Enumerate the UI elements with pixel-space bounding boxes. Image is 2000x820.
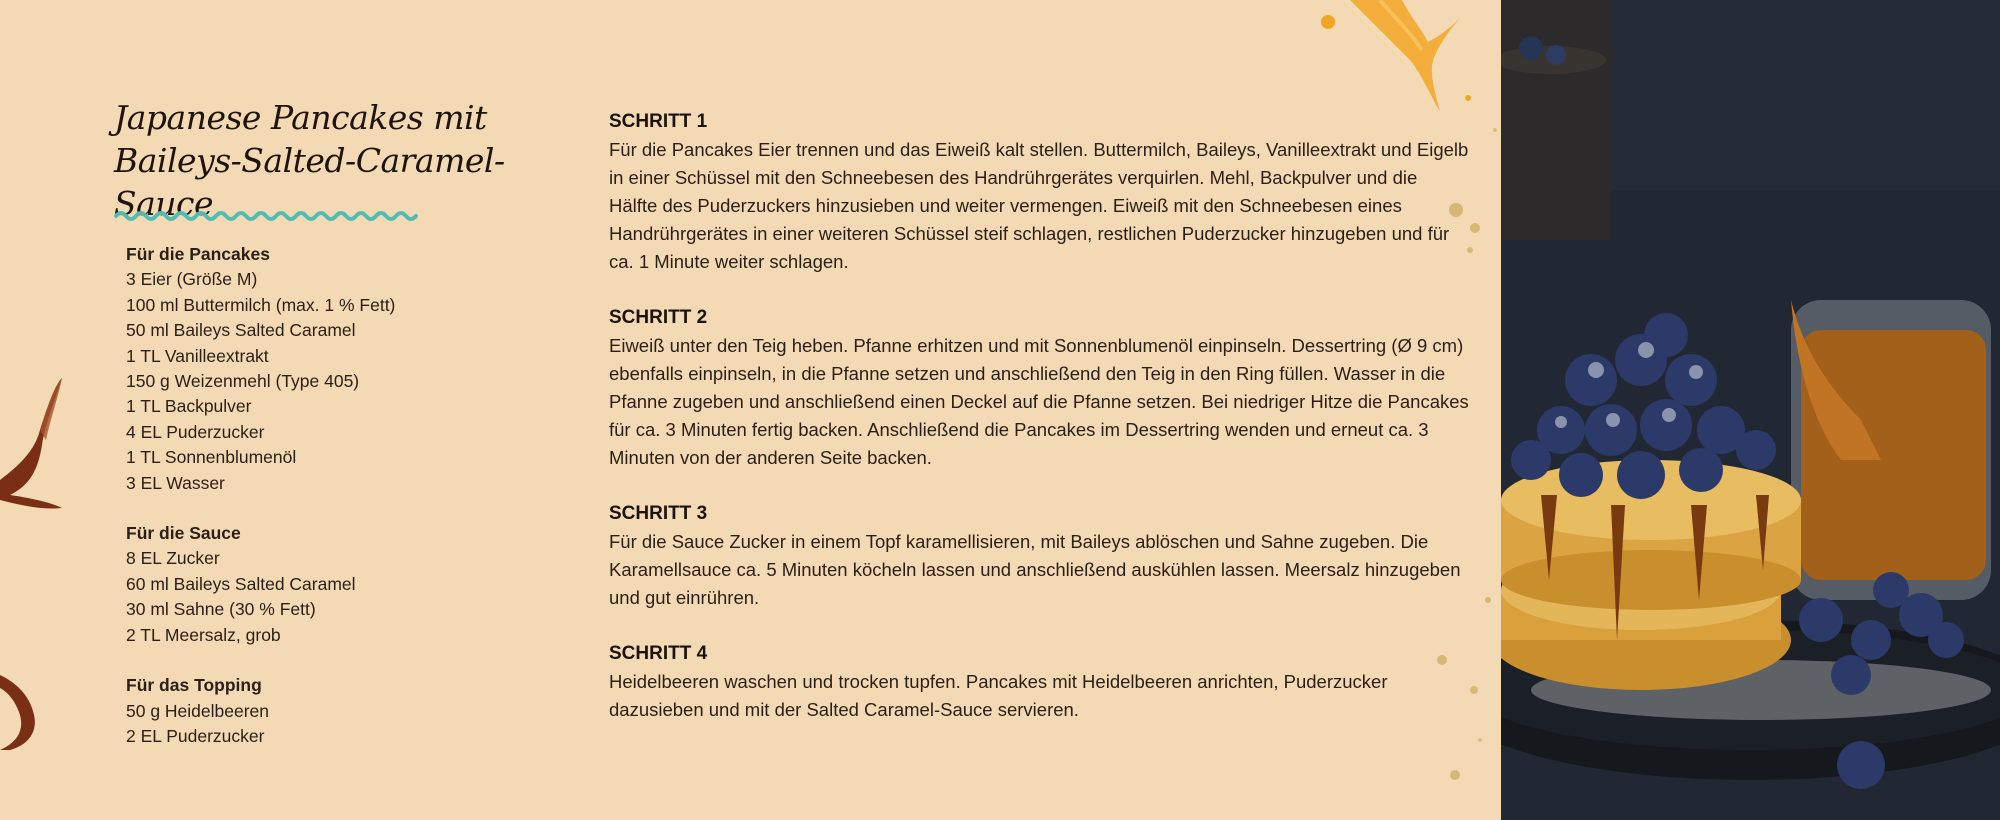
ingredient-item: 100 ml Buttermilch (max. 1 % Fett) <box>126 294 396 315</box>
ingredient-item: 60 ml Baileys Salted Caramel <box>126 573 356 594</box>
ingredient-item: 3 Eier (Größe M) <box>126 269 258 290</box>
step-text: Für die Sauce Zucker in einem Topf karamellisieren, mit Baileys ablöschen und Sahne zugeben. Die Karamellsauce ca. 5 Minuten köcheln lassen und anschließend auskühlen lassen. Meersalz hinzugeben und gut einrühren. <box>609 531 1461 608</box>
ingredient-item: 1 TL Backpulver <box>126 396 252 417</box>
ingredient-item: 1 TL Vanilleextrakt <box>126 345 269 366</box>
ingredient-group-pancakes <box>126 242 546 496</box>
ingredient-item: 50 g Heidelbeeren <box>126 700 270 721</box>
ingredient-group-heading: Für das Topping <box>126 675 262 696</box>
ingredient-item: 2 EL Puderzucker <box>126 725 265 746</box>
step-title: SCHRITT 1 <box>609 111 708 132</box>
ingredient-group-sauce <box>126 521 546 648</box>
step-title: SCHRITT 2 <box>609 307 708 328</box>
ingredient-group-topping <box>126 673 546 749</box>
caramel-swirl-decoration <box>0 670 50 750</box>
ingredient-item: 150 g Weizenmehl (Type 405) <box>126 371 360 392</box>
wavy-line-divider-icon <box>114 205 420 227</box>
ingredients-list <box>126 242 546 774</box>
recipe-title-line2: Baileys-Salted-Caramel-Sauce <box>114 141 505 223</box>
ingredient-item: 8 EL Zucker <box>126 548 220 569</box>
pancake-food-photo <box>1501 0 2000 820</box>
ingredient-item: 3 EL Wasser <box>126 472 225 493</box>
step-title: SCHRITT 4 <box>609 643 708 664</box>
step-text: Für die Pancakes Eier trennen und das Eiweiß kalt stellen. Buttermilch, Baileys, Vanilleextrakt und Eigelb in einer Schüssel mit den Schneebesen des Handrührgerätes verquirlen. Mehl, Backpulver und die Hälfte des Puderzuckers hinzusieben und weiter vermengen. Eiweiß mit den Schneebesen eines Handrührgerätes in einer weiteren Schüssel steif schlagen, restlichen Puderzucker hinzugeben und für ca. 1 Minute weiter schlagen. <box>609 139 1469 272</box>
step-2 <box>609 304 1469 472</box>
ingredient-item: 30 ml Sahne (30 % Fett) <box>126 599 316 620</box>
ingredient-item: 50 ml Baileys Salted Caramel <box>126 320 356 341</box>
preparation-steps <box>609 108 1469 752</box>
ingredient-item: 4 EL Puderzucker <box>126 421 265 442</box>
ingredient-group-heading: Für die Sauce <box>126 523 241 544</box>
step-text: Heidelbeeren waschen und trocken tupfen. Pancakes mit Heidelbeeren anrichten, Puderzucker dazusieben und mit der Salted Caramel-Sauce servieren. <box>609 671 1388 720</box>
step-title: SCHRITT 3 <box>609 503 708 524</box>
step-4 <box>609 640 1469 724</box>
caramel-swirl-decoration <box>0 370 70 530</box>
ingredient-group-heading: Für die Pancakes <box>126 244 270 264</box>
step-text: Eiweiß unter den Teig heben. Pfanne erhitzen und mit Sonnenblumenöl einpinseln. Dessertring (Ø 9 cm) ebenfalls einpinseln, in die Pfanne setzen und anschließend den Teig in den Ring füllen. Wasser in die Pfanne zugeben und anschließend einen Deckel auf die Pfanne setzen. Bei niedriger Hitze die Pancakes für ca. 3 Minuten fertig backen. Anschließend die Pancakes im Dessertring wenden und erneut ca. 3 Minuten von der anderen Seite backen. <box>609 335 1469 468</box>
step-1 <box>609 108 1469 276</box>
ingredient-item: 2 TL Meersalz, grob <box>126 624 281 645</box>
ingredient-item: 1 TL Sonnenblumenöl <box>126 447 297 468</box>
step-3 <box>609 500 1469 612</box>
photo-illustration <box>1501 0 2000 820</box>
recipe-title-line1: Japanese Pancakes mit <box>114 98 487 137</box>
